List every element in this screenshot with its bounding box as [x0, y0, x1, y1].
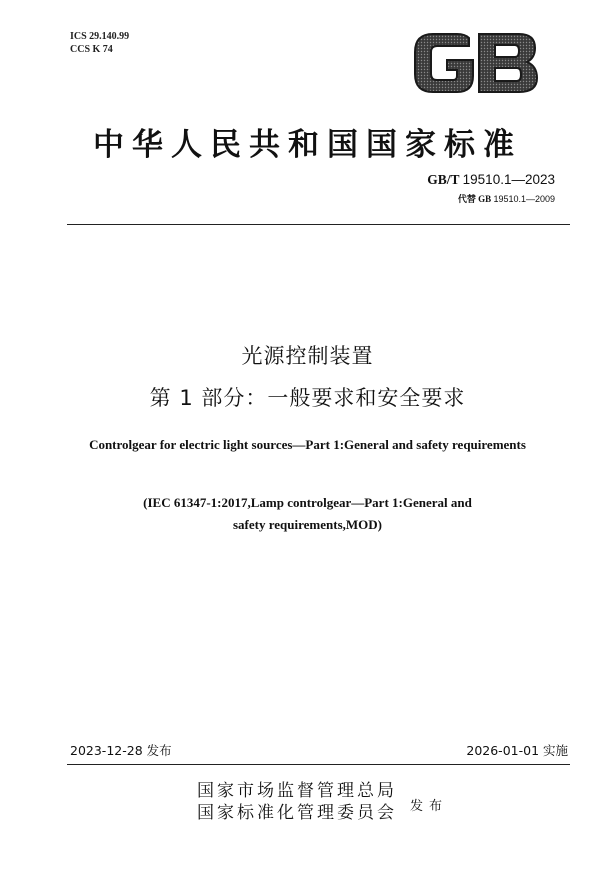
top-divider [67, 224, 570, 225]
issuer-sac: 国家标准化管理委员会 [197, 803, 397, 823]
chinese-title-line1: 光源控制装置 [241, 344, 374, 368]
issuer-samr: 国家市场监督管理总局 [197, 781, 397, 801]
replaces-prefix: 代替 GB [457, 194, 492, 204]
gb-logo-graphic [411, 32, 539, 94]
classification-codes [70, 30, 129, 56]
english-title: Controlgear for electric light sources—Part 1:General and safety requirements [89, 437, 526, 452]
equivalence-line1: (IEC 61347-1:2017,Lamp controlgear—Part 1:General and [143, 495, 472, 510]
ccs-code: CCS K 74 [70, 44, 113, 55]
issuing-authorities [197, 780, 397, 824]
standard-prefix: GB/T [427, 172, 460, 187]
replaces-number: 19510.1—2009 [493, 194, 555, 204]
replaces-standard [458, 192, 555, 205]
issue-date: 2023-12-28 发布 [70, 743, 172, 758]
standard-number-value: 19510.1—2023 [462, 172, 555, 187]
chinese-title-line2: 第 1 部分：一般要求和安全要求 [149, 386, 466, 410]
equivalence-line2: safety requirements,MOD) [233, 517, 382, 532]
international-equivalence [0, 492, 615, 536]
standard-number [427, 172, 555, 188]
national-standard-title: 中华人民共和国国家标准 [93, 127, 522, 163]
implementation-date: 2026-01-01 实施 [466, 743, 568, 758]
issue-label: 发布 [410, 799, 449, 814]
ics-code: ICS 29.140.99 [70, 31, 130, 42]
bottom-divider [67, 764, 570, 765]
gb-logo [411, 32, 539, 94]
